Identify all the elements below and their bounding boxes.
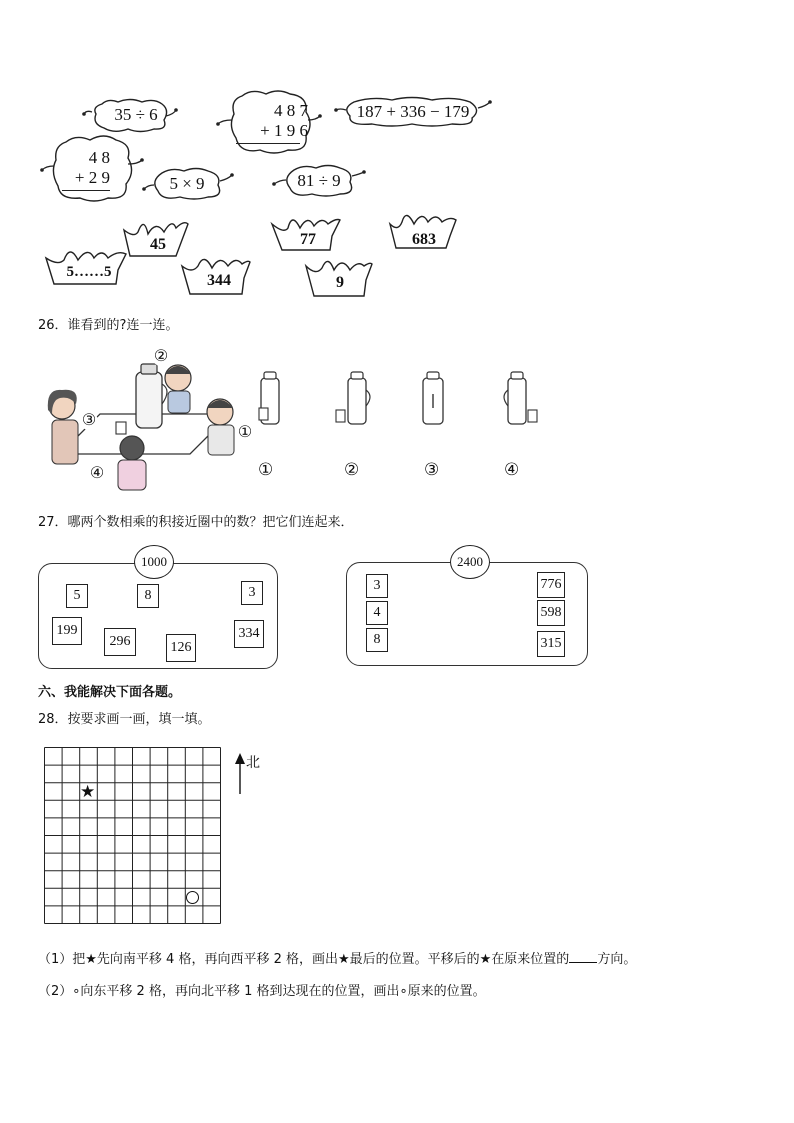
- thermos-view-2-icon: [334, 370, 380, 426]
- crown-number: 9: [336, 274, 344, 291]
- section-6-title: 六、我能解决下面各题。: [38, 685, 182, 700]
- question-26-title: 26．谁看到的?连一连。: [38, 318, 179, 333]
- underline: [62, 190, 110, 191]
- number-box: 4: [366, 601, 388, 625]
- number-box: 315: [537, 631, 565, 657]
- answer-blank[interactable]: [569, 950, 597, 963]
- north-label: 北: [246, 755, 260, 771]
- circle-marker: [186, 891, 199, 904]
- north-arrow-icon: [234, 752, 246, 794]
- view-label-2: ②: [344, 460, 360, 480]
- view-label-4: ④: [504, 460, 520, 480]
- question-28-title: 28．按要求画一画，填一填。: [38, 712, 211, 727]
- part-1-tail: 方向。: [597, 952, 637, 967]
- expression-line1: 4 8 7: [274, 101, 308, 120]
- number-box: 598: [537, 600, 565, 626]
- position-label-1: ①: [237, 424, 253, 441]
- star-marker: ★: [80, 782, 96, 802]
- position-label-3: ③: [81, 412, 97, 429]
- thermos-view-1-icon: [258, 370, 282, 426]
- view-label-1: ①: [258, 460, 274, 480]
- number-box: 199: [52, 617, 82, 645]
- crown-number: 77: [300, 231, 316, 248]
- view-label-3: ③: [424, 460, 440, 480]
- target-circle: 2400: [450, 545, 490, 579]
- question-27-title: 27．哪两个数相乘的积接近圈中的数？把它们连起来．: [38, 515, 354, 530]
- expression-line2: + 2 9: [74, 168, 110, 187]
- expression-text: 5 × 9: [169, 174, 205, 193]
- number-box: 3: [241, 581, 263, 605]
- expression-text: 35 ÷ 6: [114, 105, 158, 124]
- crown-number: 45: [150, 236, 166, 253]
- scene-illustration: [40, 344, 260, 494]
- expression-text: 81 ÷ 9: [297, 171, 341, 190]
- number-box: 5: [66, 584, 88, 608]
- target-circle: 1000: [134, 545, 174, 579]
- number-box: 8: [366, 628, 388, 652]
- thermos-view-3-icon: [420, 370, 446, 426]
- number-box: 296: [104, 628, 136, 656]
- number-box: 8: [137, 584, 159, 608]
- rounded-frame: [38, 563, 278, 669]
- expression-text: 187 + 336 − 179: [356, 102, 470, 121]
- number-box: 126: [166, 634, 196, 662]
- position-label-2: ②: [153, 348, 169, 365]
- crown-number: 344: [207, 272, 231, 289]
- number-box: 3: [366, 574, 388, 598]
- position-label-4: ④: [89, 465, 105, 482]
- crown-number: 683: [412, 231, 436, 248]
- crown-number: 5……5: [66, 264, 112, 280]
- thermos-view-4-icon: [494, 370, 540, 426]
- part-1-text: （1）把★先向南平移 4 格，再向西平移 2 格，画出★最后的位置。平移后的★在原来位置的: [38, 952, 570, 967]
- underline: [236, 143, 300, 144]
- expression-line2: + 1 9 6: [260, 121, 308, 140]
- question-28-part-1: [38, 948, 636, 967]
- number-box: 776: [537, 572, 565, 598]
- expression-line1: 4 8: [88, 148, 110, 167]
- number-box: 334: [234, 620, 264, 648]
- question-28-part-2: （2）∘向东平移 2 格，再向北平移 1 格到达现在的位置，画出∘原来的位置。: [38, 984, 486, 999]
